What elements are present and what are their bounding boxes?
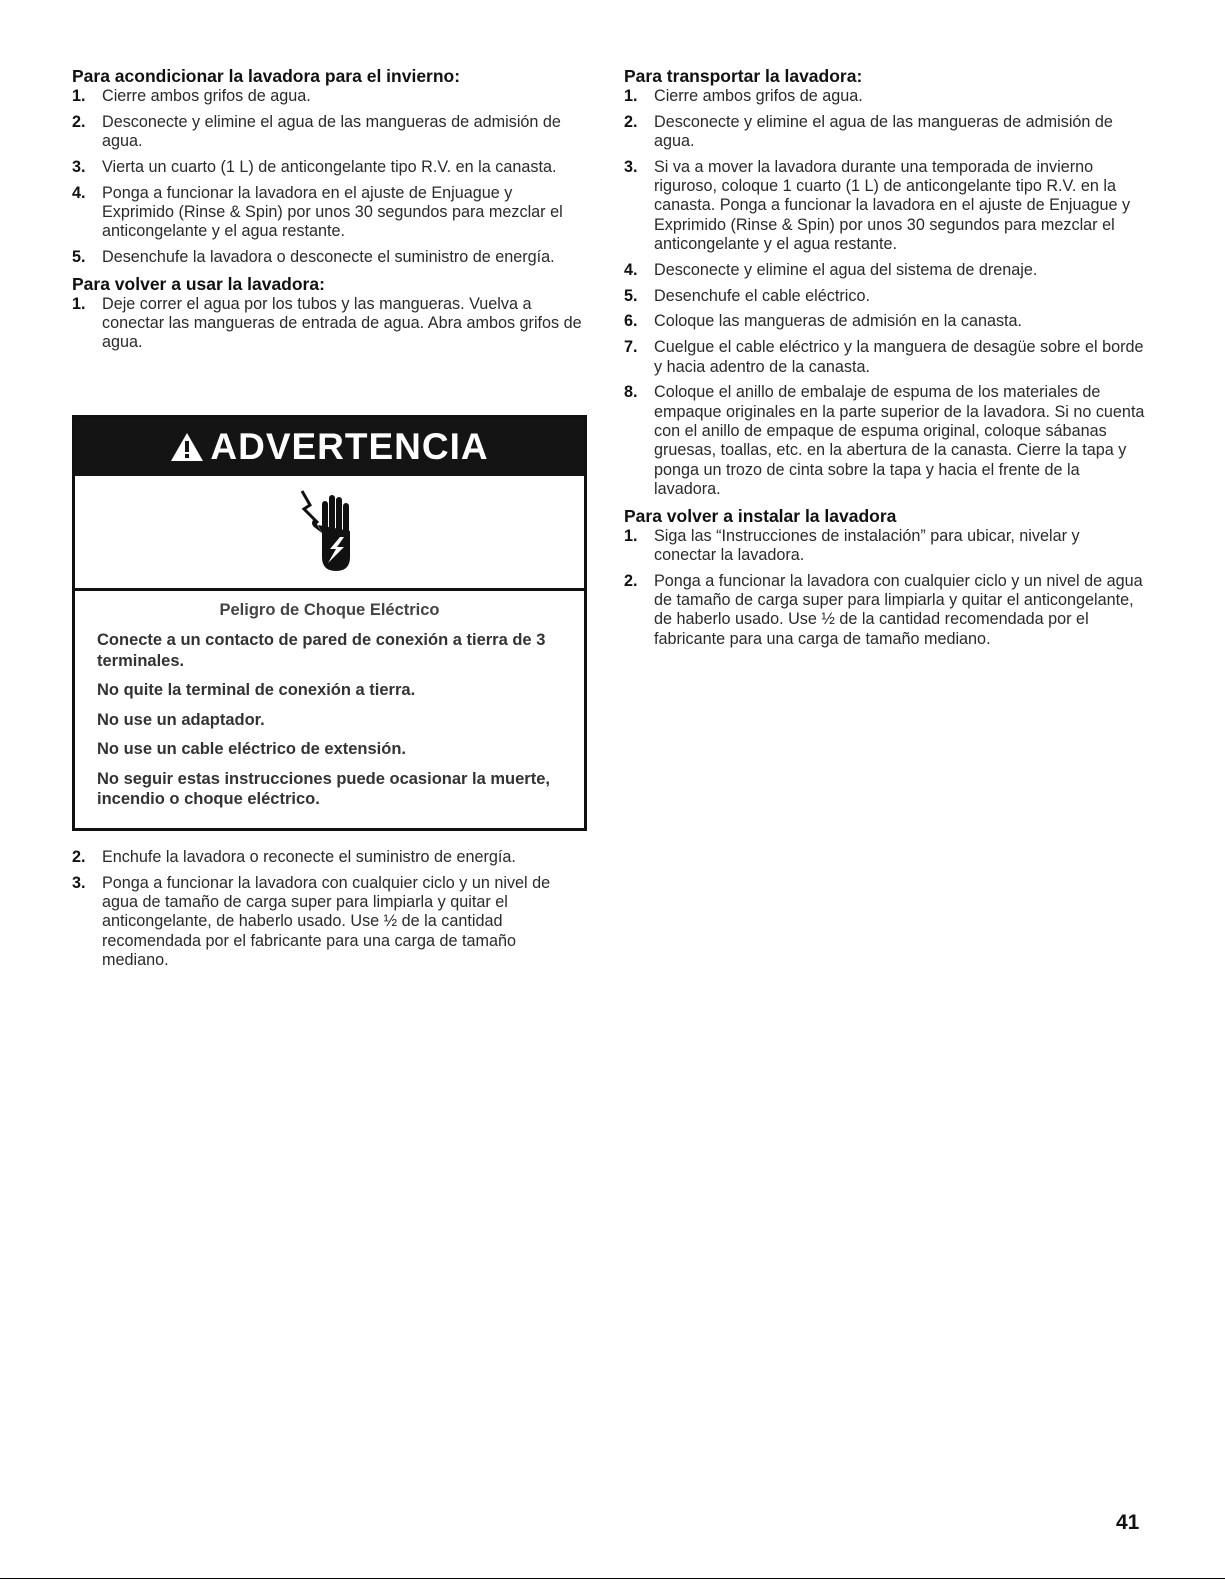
list-item [72,295,587,353]
item-number: 2. [72,112,86,131]
page-number: 41 [1116,1511,1140,1534]
list-item [624,383,1146,499]
reuse-steps-part1 [72,295,587,353]
list-item [624,87,1146,106]
item-number: 4. [72,183,86,202]
item-text: Ponga a funcionar la lavadora en el ajuste de Enjuague y Exprimido (Rinse & Spin) por unos 30 segundos para mezclar el anticongelante y el agua restante. [102,183,563,241]
item-text: Desconecte y elimine el agua del sistema de drenaje. [654,260,1038,279]
winterize-heading: Para acondicionar la lavadora para el invierno: [72,66,461,86]
item-number: 3. [72,157,86,176]
warning-line: No quite la terminal de conexión a tierra. [97,681,416,699]
electric-shock-hand-icon [300,487,360,577]
warning-icon-area [75,476,584,591]
reuse-steps-part2 [72,848,587,970]
item-number: 1. [72,87,86,105]
item-text: Desenchufe el cable eléctrico. [654,286,870,305]
left-column [72,66,587,359]
winterize-steps [72,87,587,267]
item-text: Si va a mover la lavadora durante una temporada de invierno riguroso, coloque 1 cuarto (1 L) de anticongelante tipo R.V. en la canasta. Ponga a funcionar la lavadora en el ajuste de Enjuague y Exprimido (Rinse & Spin) por unos 30 segundos para mezclar el anticongelante y el agua restante. [654,157,1131,254]
list-item [624,287,1146,306]
list-item [624,572,1146,649]
item-number: 1. [72,294,86,313]
item-text: Coloque el anillo de embalaje de espuma de los materiales de empaque originales en la parte superior de la lavadora. Si no cuenta con el anillo de empaque de espuma original, coloque sábanas gruesas, toallas, etc. en la abertura de la canasta. Cierre la tapa y ponga un trozo de cinta sobre la tapa y hacia el frente de la lavadora. [654,383,1145,498]
warning-box [72,415,587,831]
item-number: 5. [624,286,638,305]
item-number: 2. [624,112,638,131]
item-number: 5. [72,248,86,267]
item-number: 1. [624,87,638,105]
item-text: Coloque las mangueras de admisión en la canasta. [654,312,1023,331]
item-number: 2. [624,571,638,590]
warning-title: ADVERTENCIA [210,426,489,467]
item-text: Deje correr el agua por los tubos y las mangueras. Vuelva a conectar las mangueras de entrada de agua. Abra ambos grifos de agua. [102,294,582,352]
left-column-continued [72,848,587,977]
item-number: 7. [624,338,638,357]
list-item [72,848,587,867]
item-text: Cierre ambos grifos de agua. [102,87,311,105]
list-item [72,113,587,152]
item-number: 3. [624,157,638,176]
list-item [624,261,1146,280]
item-number: 2. [72,848,86,866]
item-number: 1. [624,526,638,545]
item-number: 8. [624,383,638,402]
bottom-rule [0,1578,1225,1579]
transport-steps [624,87,1146,499]
reinstall-heading: Para volver a instalar la lavadora [624,505,897,526]
warning-line: No use un cable eléctrico de extensión. [97,740,407,758]
item-text: Vierta un cuarto (1 L) de anticongelante tipo R.V. en la canasta. [102,157,557,176]
list-item [624,338,1146,377]
item-number: 4. [624,260,638,279]
list-item [624,113,1146,152]
list-item [624,312,1146,331]
item-text: Cuelgue el cable eléctrico y la manguera de desagüe sobre el borde y hacia adentro de la canasta. [654,338,1144,376]
item-text: Cierre ambos grifos de agua. [654,87,863,105]
reuse-heading: Para volver a usar la lavadora: [72,273,325,294]
list-item [624,158,1146,254]
list-item [72,87,587,106]
warning-header [75,418,584,476]
item-text: Ponga a funcionar la lavadora con cualquier ciclo y un nivel de agua de tamaño de carga super para limpiarla y quitar el anticongelante, de haberlo usado. Use ½ de la cantidad recomendada por el fabricante para una carga de tamaño mediano. [654,571,1143,648]
warning-line: Conecte a un contacto de pared de conexión a tierra de 3 terminales. [97,631,546,670]
item-text: Desconecte y elimine el agua de las mangueras de admisión de agua. [102,112,561,151]
list-item [72,158,587,177]
list-item [72,874,587,970]
warning-body [75,591,584,810]
item-text: Ponga a funcionar la lavadora con cualquier ciclo y un nivel de agua de tamaño de carga super para limpiarla y quitar el anticongelante, de haberlo usado. Use ½ de la cantidad recomendada por el fabricante para una carga de tamaño mediano. [102,873,551,969]
item-number: 6. [624,312,638,331]
item-text: Siga las “Instrucciones de instalación” para ubicar, nivelar y conectar la lavadora. [654,526,1080,564]
list-item [72,248,587,267]
warning-line: No seguir estas instrucciones puede ocasionar la muerte, incendio o choque eléctrico. [97,769,550,808]
list-item [72,184,587,242]
reinstall-steps [624,527,1146,649]
warning-triangle-icon [170,432,204,462]
right-column [624,66,1146,655]
item-number: 3. [72,873,86,892]
item-text: Desenchufe la lavadora o desconecte el suministro de energía. [102,248,555,267]
item-text: Enchufe la lavadora o reconecte el suministro de energía. [102,848,516,866]
hazard-title: Peligro de Choque Eléctrico [219,601,440,619]
warning-line: No use un adaptador. [97,710,265,729]
transport-heading: Para transportar la lavadora: [624,66,863,86]
list-item [624,527,1146,566]
item-text: Desconecte y elimine el agua de las mangueras de admisión de agua. [654,112,1113,151]
